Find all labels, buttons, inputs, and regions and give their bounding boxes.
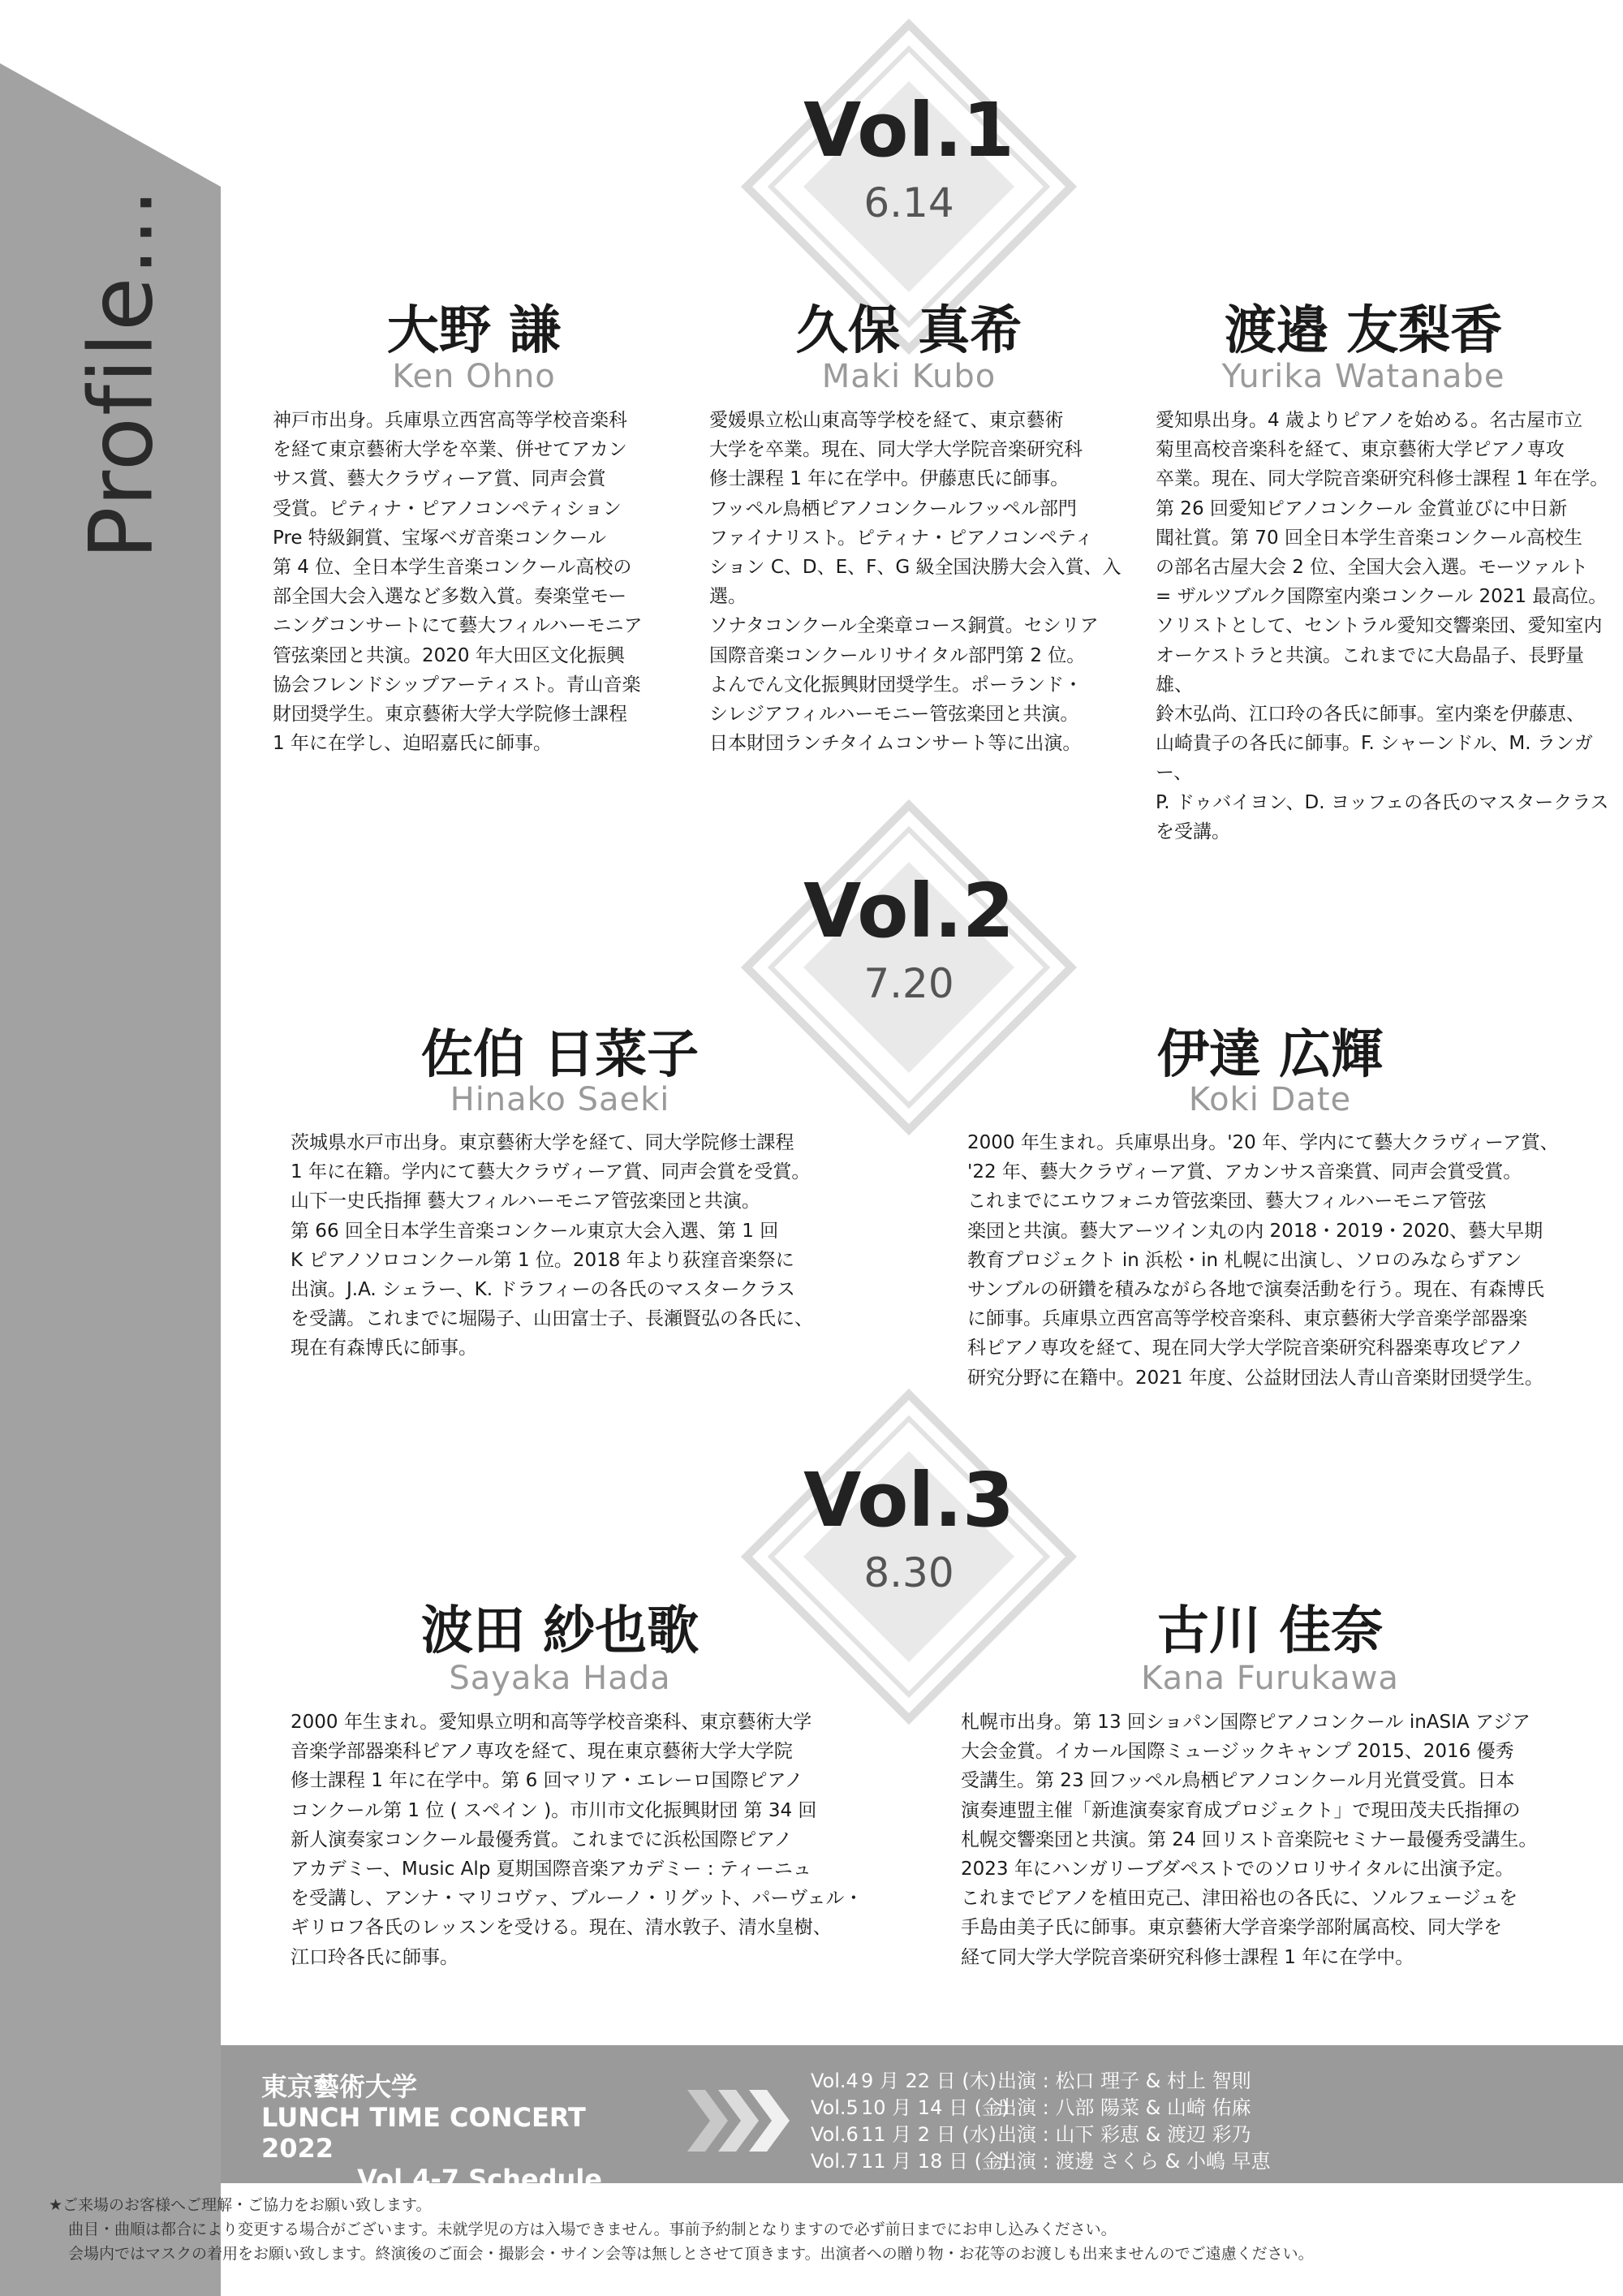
bio-line: 修士課程 1 年に在学中。第 6 回マリア・エレーロ国際ピアノ: [291, 1770, 803, 1792]
schedule-performers: 出演 : 渡邊 さくら & 小嶋 早恵: [997, 2150, 1271, 2173]
bio-line: サス賞、藝大クラヴィーア賞、同声会賞: [273, 468, 606, 490]
footer-title-line: 東京藝術大学: [261, 2071, 418, 2102]
bio-line: 国際音楽コンクールリサイタル部門第 2 位。: [709, 644, 1086, 666]
schedule-vol: Vol.7: [811, 2150, 859, 2173]
performer-bio: [961, 1708, 1610, 1972]
performer-bio: [273, 406, 687, 758]
bio-line: よんでん文化振興財団奨学生。ポーランド・: [709, 674, 1083, 696]
notice-line: 曲目・曲順は都合により変更する場合がございます。未就学児の方は入場できません。事前予約制となりますので必ず前日までにお申し込みください。: [68, 2221, 1117, 2238]
bio-line: 2000 年生まれ。愛知県立明和高等学校音楽科、東京藝術大学: [291, 1712, 812, 1733]
bio-line: ソリストとして、セントラル愛知交響楽団、愛知室内: [1156, 615, 1603, 637]
footer-title-line: Vol.4-7 Schedule: [357, 2164, 602, 2195]
bio-line: 日本財団ランチタイムコンサート等に出演。: [709, 733, 1082, 755]
bio-line: 修士課程 1 年に在学中。伊藤恵氏に師事。: [709, 468, 1070, 490]
performer-name-en: Kana Furukawa: [1141, 1660, 1399, 1697]
bio-line: 愛知県出身。4 歳よりピアノを始める。名古屋市立: [1156, 410, 1583, 431]
schedule-date: 11 月 2 日 (水): [861, 2123, 997, 2146]
bio-line: 聞社賞。第 70 回全日本学生音楽コンクール高校生: [1156, 527, 1582, 549]
bio-line: ション C、D、E、F、G 級全国決勝大会入賞、入選。: [709, 557, 1121, 608]
performer-name-en: Sayaka Hada: [449, 1660, 671, 1697]
performer-name-en: Hinako Saeki: [450, 1081, 670, 1118]
bio-line: 山下一史氏指揮 藝大フィルハーモニア管弦楽団と共演。: [291, 1191, 760, 1213]
bio-line: ファイナリスト。ピティナ・ピアノコンペティ: [709, 527, 1094, 549]
bio-line: 第 26 回愛知ピアノコンクール 金賞並びに中日新: [1156, 498, 1568, 519]
bio-line: 2000 年生まれ。兵庫県出身。'20 年、学内にて藝大クラヴィーア賞、: [967, 1132, 1559, 1153]
bio-line: = ザルツブルク国際室内楽コンクール 2021 最高位。: [1156, 586, 1608, 608]
vol-header-1: [747, 87, 1071, 226]
footer-title-line: LUNCH TIME CONCERT 2022: [261, 2102, 586, 2164]
bio-line: 大会金賞。イカール国際ミュージックキャンプ 2015、2016 優秀: [961, 1741, 1514, 1763]
performer-name-jp: 久保 真希: [795, 301, 1022, 361]
bio-line: 教育プロジェクト in 浜松・in 札幌に出演し、ソロのみならずアン: [967, 1249, 1522, 1271]
bio-line: 楽団と共演。藝大アーツイン丸の内 2018・2019・2020、藝大早期: [967, 1220, 1543, 1242]
bio-line: オーケストラと共演。これまでに大島晶子、長野量雄、: [1156, 644, 1585, 696]
schedule-performers: 出演 : 山下 彩恵 & 渡辺 彩乃: [997, 2123, 1251, 2146]
bio-line: 江口玲各氏に師事。: [291, 1946, 458, 1968]
side-label: Profile...: [71, 187, 173, 560]
bio-line: '22 年、藝大クラヴィーア賞、アカンサス音楽賞、同声会賞受賞。: [967, 1161, 1522, 1183]
performer-bio: [291, 1708, 907, 1972]
schedule-row: [811, 2068, 1271, 2095]
performer-name-jp: 渡邉 友梨香: [1224, 301, 1503, 361]
bio-line: アカデミー、Music Alp 夏期国際音楽アカデミー : ティーニュ: [291, 1859, 812, 1880]
bio-line: 第 4 位、全日本学生音楽コンクール高校の: [273, 557, 632, 579]
bio-line: 1 年に在籍。学内にて藝大クラヴィーア賞、同声会賞を受賞。: [291, 1161, 811, 1183]
notice-line: ★ご来場のお客様へご理解・ご協力をお願い致します。: [49, 2196, 432, 2214]
bio-line: Pre 特級銅賞、宝塚ベガ音楽コンクール: [273, 527, 606, 549]
vol-header-2: [747, 868, 1071, 1007]
performer-bio: [1156, 406, 1610, 846]
bio-line: 神戸市出身。兵庫県立西宮高等学校音楽科: [273, 410, 627, 431]
notice-line: 会場内ではマスクの着用をお願い致します。終演後のご面会・撮影会・サイン会等は無しとさせて頂きます。出演者への贈り物・お花等のお渡しも出来ませんのでご遠慮ください。: [68, 2245, 1314, 2263]
bio-line: 第 66 回全日本学生音楽コンクール東京大会入選、第 1 回: [291, 1220, 779, 1242]
bio-line: 菊里高校音楽科を経て、東京藝術大学ピアノ専攻: [1156, 439, 1565, 461]
bio-line: 茨城県水戸市出身。東京藝術大学を経て、同大学院修士課程: [291, 1132, 794, 1153]
performer-name-en: Maki Kubo: [821, 358, 997, 395]
performer-bio: [967, 1128, 1608, 1393]
performer-name-en: Ken Ohno: [392, 358, 556, 395]
bio-line: サンブルの研鑽を積みながら各地で演奏活動を行う。現在、有森博氏: [967, 1279, 1544, 1301]
bio-line: 札幌市出身。第 13 回ショパン国際ピアノコンクール inASIA アジア: [961, 1712, 1531, 1733]
bio-line: 現在有森博氏に師事。: [291, 1338, 477, 1359]
performer-name-en: Yurika Watanabe: [1221, 358, 1505, 395]
vol-date: 7.20: [863, 960, 954, 1007]
schedule-footer: [221, 2045, 1623, 2195]
bio-line: 受賞。ピティナ・ピアノコンペティション: [273, 498, 622, 519]
notice-text: [49, 2193, 1314, 2266]
schedule-date: 11 月 18 日 (金): [861, 2150, 1010, 2173]
bio-line: 出演。J.A. シェラー、K. ドラフィーの各氏のマスタークラス: [291, 1279, 795, 1301]
performer-name-jp: 佐伯 日菜子: [420, 1025, 700, 1085]
vol-date: 6.14: [863, 179, 954, 226]
bio-line: 鈴木弘尚、江口玲の各氏に師事。室内楽を伊藤恵、: [1156, 704, 1585, 726]
bio-line: 札幌交響楽団と共演。第 24 回リスト音楽院セミナー最優秀受講生。: [961, 1829, 1538, 1850]
bio-line: 山崎貴子の各氏に師事。F. シャーンドル、M. ランガー、: [1156, 733, 1593, 784]
bio-line: 受講生。第 23 回フッペル鳥栖ピアノコンクール月光賞受賞。日本: [961, 1770, 1515, 1792]
performer-bio: [291, 1128, 875, 1363]
bio-line: ギリロフ各氏のレッスンを受ける。現在、清水敦子、清水皇樹、: [291, 1917, 832, 1939]
bio-line: シレジアフィルハーモニー管弦楽団と共演。: [709, 704, 1079, 726]
bio-line: P. ドゥバイヨン、D. ヨッフェの各氏のマスタークラス: [1156, 791, 1609, 813]
bio-line: 科ピアノ専攻を経て、現在同大学大学院音楽研究科器楽専攻ピアノ: [967, 1338, 1524, 1359]
bio-line: 1 年に在学し、迫昭嘉氏に師事。: [273, 733, 552, 755]
schedule-performers: 出演 : 八部 陽菜 & 山崎 佑麻: [997, 2096, 1251, 2119]
schedule-row: [811, 2122, 1271, 2148]
chevron-arrows-icon: [687, 2090, 793, 2152]
bio-line: の部名古屋大会 2 位、全国大会入選。モーツァルト: [1156, 557, 1589, 579]
bio-line: これまでピアノを植田克己、津田裕也の各氏に、ソルフェージュを: [961, 1888, 1518, 1910]
performer-name-jp: 伊達 広輝: [1156, 1025, 1384, 1085]
schedule-vol: Vol.5: [811, 2096, 859, 2119]
bio-line: ソナタコンクール全楽章コース銅賞。セシリア: [709, 615, 1099, 637]
bio-line: 愛媛県立松山東高等学校を経て、東京藝術: [709, 410, 1064, 431]
bio-line: 管弦楽団と共演。2020 年大田区文化振興: [273, 644, 625, 666]
bio-line: 2023 年にハンガリーブダペストでのソロリサイタルに出演予定。: [961, 1859, 1514, 1880]
schedule-date: 10 月 14 日 (金): [861, 2096, 1010, 2119]
performer-name-jp: 古川 佳奈: [1156, 1601, 1384, 1661]
vol-title: Vol.1: [803, 87, 1014, 174]
performer-name-jp: 大野 謙: [386, 301, 562, 361]
vol-header-3: [747, 1457, 1071, 1596]
performer-name-jp: 波田 紗也歌: [420, 1601, 700, 1661]
footer-title: [261, 2071, 602, 2195]
bio-line: に師事。兵庫県立西宮高等学校音楽科、東京藝術大学音楽学部器楽: [967, 1308, 1527, 1330]
bio-line: 手島由美子氏に師事。東京藝術大学音楽学部附属高校、同大学を: [961, 1917, 1502, 1939]
bio-line: を受講。これまでに堀陽子、山田富士子、長瀬賢弘の各氏に、: [291, 1308, 813, 1330]
vol-title: Vol.2: [803, 868, 1014, 954]
bio-line: を受講し、アンナ・マリコヴァ、ブルーノ・リグット、パーヴェル・: [291, 1888, 863, 1910]
bio-line: ニングコンサートにて藝大フィルハーモニア: [273, 615, 643, 637]
bio-line: 財団奨学生。東京藝術大学大学院修士課程: [273, 704, 627, 726]
bio-line: 研究分野に在籍中。2021 年度、公益財団法人青山音楽財団奨学生。: [967, 1367, 1543, 1389]
vol-date: 8.30: [863, 1549, 954, 1596]
bio-line: フッペル鳥栖ピアノコンクールフッペル部門: [709, 498, 1077, 519]
bio-line: 卒業。現在、同大学院音楽研究科修士課程 1 年在学。: [1156, 468, 1609, 490]
schedule-vol: Vol.4: [811, 2070, 859, 2092]
vol-title: Vol.3: [803, 1457, 1014, 1544]
bio-line: 経て同大学大学院音楽研究科修士課程 1 年に在学中。: [961, 1946, 1414, 1968]
bio-line: 新人演奏家コンクール最優秀賞。これまでに浜松国際ピアノ: [291, 1829, 793, 1850]
performer-bio: [709, 406, 1131, 758]
bio-line: 大学を卒業。現在、同大学大学院音楽研究科: [709, 439, 1083, 461]
schedule-list: [811, 2068, 1271, 2175]
bio-line: を経て東京藝術大学を卒業、併せてアカン: [273, 439, 627, 461]
bio-line: 音楽学部器楽科ピアノ専攻を経て、現在東京藝術大学大学院: [291, 1741, 793, 1763]
bio-line: 部全国大会入選など多数入賞。奏楽堂モー: [273, 586, 627, 608]
bio-line: K ピアノソロコンクール第 1 位。2018 年より荻窪音楽祭に: [291, 1249, 794, 1271]
schedule-vol: Vol.6: [811, 2123, 859, 2146]
bio-line: これまでにエウフォニカ管弦楽団、藝大フィルハーモニア管弦: [967, 1191, 1487, 1213]
schedule-row: [811, 2148, 1271, 2175]
schedule-performers: 出演 : 松口 理子 & 村上 智則: [997, 2070, 1251, 2092]
bio-line: 演奏連盟主催「新進演奏家育成プロジェクト」で現田茂夫氏指揮の: [961, 1799, 1521, 1821]
bio-line: を受講。: [1156, 821, 1230, 842]
bio-line: 協会フレンドシップアーティスト。青山音楽: [273, 674, 641, 696]
schedule-row: [811, 2095, 1271, 2122]
performer-name-en: Koki Date: [1188, 1081, 1352, 1118]
schedule-date: 9 月 22 日 (木): [861, 2070, 997, 2092]
bio-line: コンクール第 1 位 ( スペイン )。市川市文化振興財団 第 34 回: [291, 1799, 817, 1821]
